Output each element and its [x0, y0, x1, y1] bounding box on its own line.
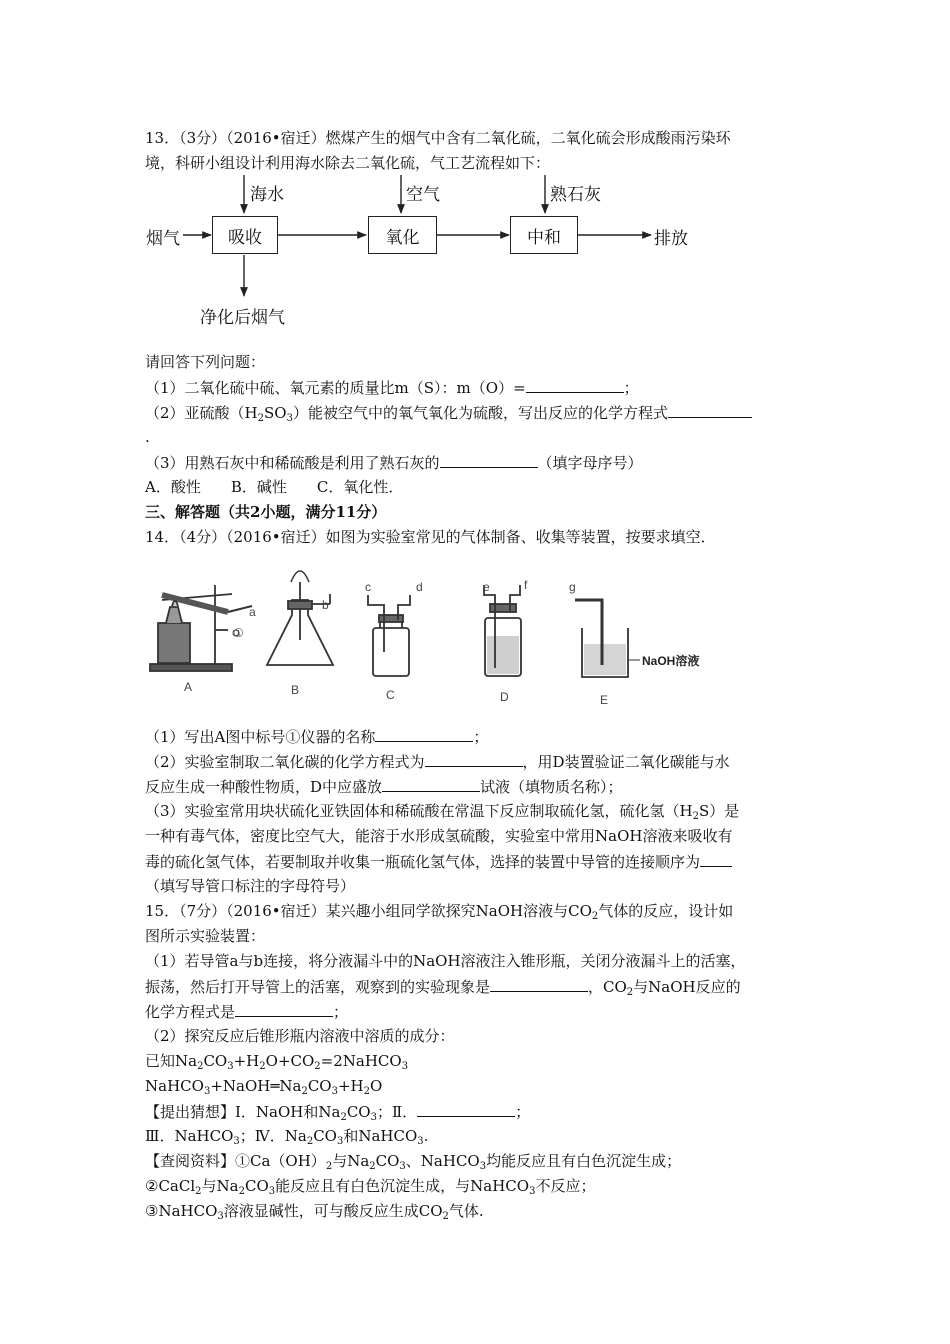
tube-label-g: g — [569, 580, 576, 594]
instrument-label-1: ① — [233, 626, 244, 640]
q15-reference-2: ②CaCl$_2$与$Na_2CO_3$能反应且有白色沉淀生成，与NaHCO$_3$不反应； — [145, 1177, 596, 1197]
q13-prompt: 请回答下列问题： — [145, 353, 266, 371]
apparatus-label-a: A — [184, 680, 193, 694]
q15-part-2: （2）探究反应后锥形瓶内溶液中溶质的成分： — [145, 1027, 455, 1045]
q13-part-2-end: . — [145, 428, 150, 446]
tube-label-b: b — [322, 598, 329, 612]
tube-label-a: a — [249, 605, 256, 619]
q14-line-1: 14．（4分）（2016•宿迁）如图为实验室常见的气体制备、收集等装置，按要求填空． — [145, 528, 716, 546]
q15-part-1-line-3: 化学方程式是 ； — [145, 1003, 349, 1021]
q14-part-2: （2）实验室制取二氧化碳的化学方程式为 ，用D装置验证二氧化碳能与水 — [145, 753, 730, 771]
q14-part-3-line-4: （填写导管口标注的字母符号） — [145, 877, 356, 895]
q13-line-2: 境，科研小组设计利用海水除去二氧化硫，气工艺流程如下： — [145, 154, 551, 172]
flow-box-neutralize: 中和 — [510, 216, 578, 254]
q15-equation-1: 已知$Na_2CO_3+H_2O+CO_2=2NaHCO_3$ — [145, 1052, 409, 1072]
q14-part-3-line-3: 毒的硫化氢气体，若要制取并收集一瓶硫化氢气体，选择的装置中导管的连接顺序为 — [145, 851, 732, 872]
q15-line-2: 图所示实验装置： — [145, 927, 266, 945]
q15-hypothesis-2: Ⅲ．NaHCO$_3$；Ⅳ．$Na_2CO_3$和NaHCO$_3$. — [145, 1127, 429, 1147]
answer-blank[interactable] — [490, 976, 588, 992]
answer-blank[interactable] — [382, 776, 480, 792]
answer-blank[interactable] — [700, 851, 732, 867]
flow-add-seawater: 海水 — [250, 185, 284, 205]
flow-box-oxidize: 氧化 — [368, 216, 437, 254]
q13-part-3: （3）用熟石灰中和稀硫酸是利用了熟石灰的 （填字母序号） — [145, 454, 643, 472]
answer-blank[interactable] — [375, 726, 473, 742]
answer-blank[interactable] — [235, 1001, 333, 1017]
answer-blank[interactable] — [425, 751, 523, 767]
flow-purified-gas: 净化后烟气 — [200, 308, 285, 328]
q14-part-3-line-1: （3）实验室常用块状硫化亚铁固体和稀硫酸在常温下反应制取硫化氢，硫化氢$(H_2S)$是 — [145, 802, 740, 822]
q15-line-1: 15．（7分）（2016•宿迁）某兴趣小组同学欲探究NaOH溶液与$CO_2$气体的反应，设计如 — [145, 902, 734, 922]
answer-blank[interactable] — [417, 1101, 515, 1117]
q15-part-1-line-1: （1）若导管a与b连接，将分液漏斗中的NaOH溶液注入锥形瓶，关闭分液漏斗上的活塞， — [145, 952, 746, 970]
q15-hypothesis-1: 【提出猜想】Ⅰ．NaOH和$Na_2CO_3$；Ⅱ． ； — [145, 1103, 531, 1123]
naoh-solution-label: NaOH溶液 — [642, 654, 700, 668]
tube-label-e: e — [483, 580, 490, 594]
flow-box-absorb: 吸收 — [212, 216, 278, 254]
q14-part-3-line-2: 一种有毒气体，密度比空气大，能溶于水形成氢硫酸，实验室中常用NaOH溶液来吸收有 — [145, 827, 733, 845]
q14-part-1: （1）写出A图中标号①仪器的名称 ； — [145, 728, 489, 746]
tube-label-c: c — [365, 580, 371, 594]
apparatus-label-b: B — [291, 683, 300, 697]
q13-options: A．酸性 B．碱性 C．氧化性． — [145, 478, 404, 496]
flow-output-label: 排放 — [654, 229, 688, 249]
flow-add-lime: 熟石灰 — [550, 185, 601, 205]
q15-part-1-line-2: 振荡，然后打开导管上的活塞，观察到的实验现象是 ，$CO_2$与NaOH反应的 — [145, 978, 741, 998]
q15-reference-1: 【查阅资料】$①Ca(OH)_2$与$Na_2CO_3$、NaHCO$_3$均能反应且有白色沉淀生成； — [145, 1152, 682, 1172]
q13-line-1: 13．（3分）（2016•宿迁）燃煤产生的烟气中含有二氧化硫，二氧化硫会形成酸雨污染环 — [145, 129, 731, 147]
apparatus-label-d: D — [500, 690, 509, 704]
q14-part-2-cont: 反应生成一种酸性物质，D中应盛放 试液（填物质名称）； — [145, 778, 623, 796]
tube-label-d: d — [416, 580, 423, 594]
apparatus-label-e: E — [600, 693, 609, 707]
flow-input-label: 烟气 — [146, 229, 180, 249]
q15-equation-2: $NaHCO_3+NaOH═Na_2CO_3+H_2O$ — [145, 1077, 383, 1097]
apparatus-label-c: C — [386, 688, 395, 702]
q13-part-2: （2）亚硫酸$(H_2SO_3)$能被空气中的氧气氧化为硫酸，写出反应的化学方程式 — [145, 402, 752, 423]
q13-part-1: （1）二氧化硫中硫、氧元素的质量比m（S）：m（O）= ； — [145, 379, 639, 397]
tube-label-f: f — [524, 578, 528, 592]
section-heading: 三、解答题（共2小题，满分11分） — [145, 503, 387, 521]
q15-reference-3: ③NaHCO$_3$溶液显碱性，可与酸反应生成$CO_2$气体. — [145, 1202, 484, 1222]
flow-add-air: 空气 — [406, 185, 440, 205]
